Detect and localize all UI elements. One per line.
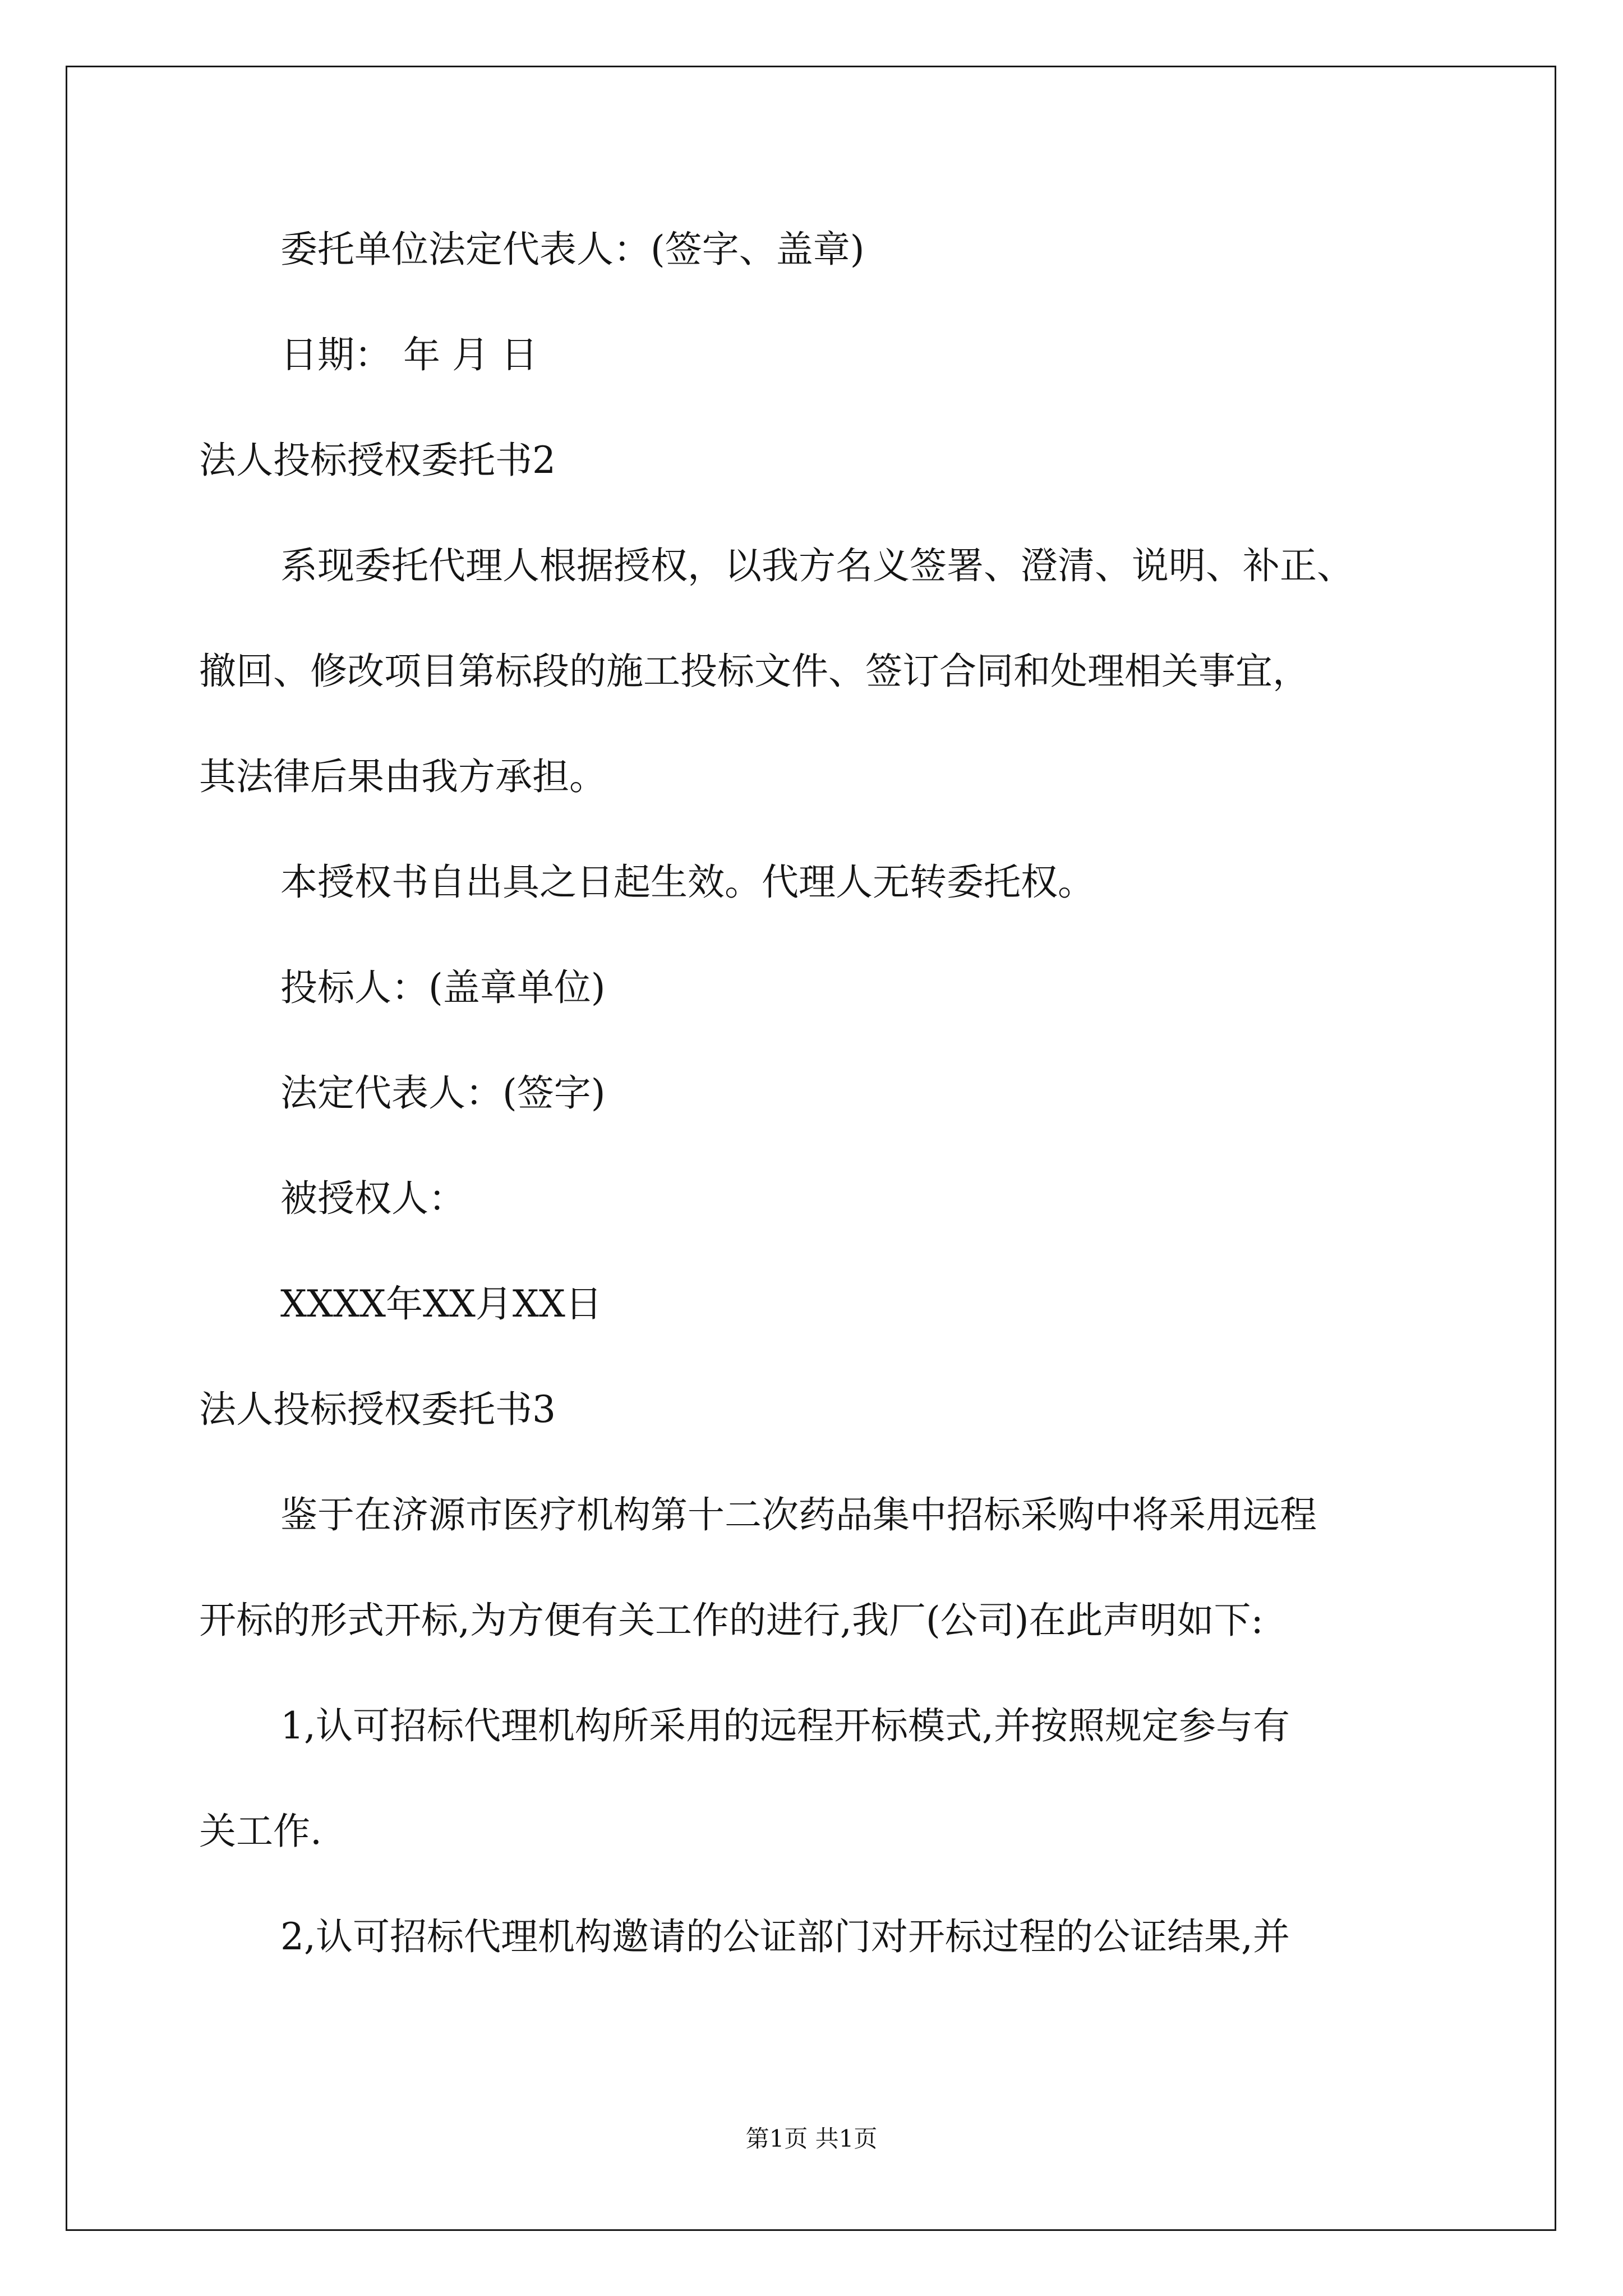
doc-line-authorized-person: 被授权人：: [280, 1177, 465, 1220]
doc-line-legal-rep: 法定代表人：(签字): [280, 1071, 606, 1115]
doc-line-effective: 本授权书自出具之日起生效。代理人无转委托权。: [280, 861, 1095, 904]
page-border: [66, 66, 1556, 2231]
doc-line-item-1a: 1,认可招标代理机构所采用的远程开标模式,并按照规定参与有: [280, 1704, 1290, 1747]
section-heading-2: 法人投标授权委托书2: [199, 439, 556, 482]
doc-line-entrusting-unit-rep: 委托单位法定代表人：(签字、盖章): [280, 228, 865, 271]
doc-line-paragraph-1c: 其法律后果由我方承担。: [199, 755, 606, 798]
doc-line-paragraph-2b: 开标的形式开标,为方便有关工作的进行,我厂(公司)在此声明如下:: [199, 1599, 1264, 1642]
doc-line-bidder: 投标人：(盖章单位): [280, 966, 606, 1009]
doc-line-item-1b: 关工作.: [199, 1810, 322, 1853]
page-number-footer: 第1页 共1页: [745, 2125, 878, 2152]
doc-line-item-2a: 2,认可招标代理机构邀请的公证部门对开标过程的公证结果,并: [280, 1915, 1290, 1958]
doc-line-date: 日期： 年 月 日: [280, 333, 538, 376]
doc-line-paragraph-2a: 鉴于在济源市医疗机构第十二次药品集中招标采购中将采用远程: [280, 1493, 1317, 1536]
doc-line-paragraph-1a: 系现委托代理人根据授权，以我方名义签署、澄清、说明、补正、: [280, 544, 1354, 587]
doc-line-date-placeholder: XXXX年XX月XX日: [280, 1282, 602, 1326]
doc-line-paragraph-1b: 撤回、修改项目第标段的施工投标文件、签订合同和处理相关事宜，: [199, 650, 1310, 693]
section-heading-3: 法人投标授权委托书3: [199, 1388, 556, 1431]
